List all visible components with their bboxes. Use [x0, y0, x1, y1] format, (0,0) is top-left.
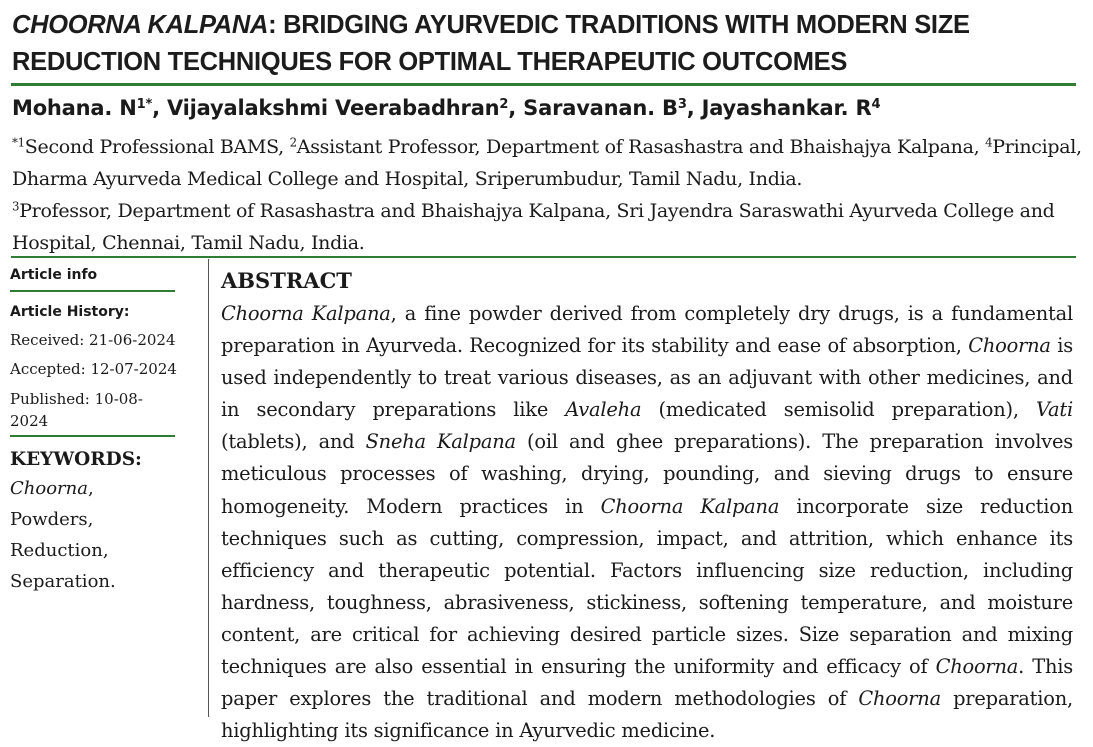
article-history-rule [10, 435, 175, 437]
keywords-label: KEYWORDS: [10, 449, 142, 470]
affiliation-3: $^3$Professor, Department of Rasashastra and Bhaishajya Kalpana, Sri Jayendra Saraswathi Ayurveda College and Hospital, Chennai, Tamil Nadu, India. [12, 199, 1055, 254]
title-rule [11, 83, 1076, 86]
abstract-italic-term: Avaleha [565, 398, 642, 422]
article-info-sidebar [10, 262, 178, 597]
paper-title [12, 7, 1082, 81]
column-divider [208, 259, 209, 717]
abstract-italic-term: Vati [1036, 398, 1073, 422]
header-rule [11, 256, 1076, 258]
affiliation-1-2-4: $^{*1}$Second Professional BAMS, $^2$Assistant Professor, Department of Rasashastra and Bhaishajya Kalpana, $^4$Principal, Dharma Ayurveda Medical College and Hospital, Sriperumbudur, Tamil Nadu, India. [12, 135, 1082, 190]
keywords-rest: , Powders, Reduction, Separation. [10, 478, 116, 592]
abstract-italic-term: Choorna Kalpana [221, 302, 391, 325]
article-history-label: Article History: [10, 304, 130, 320]
abstract-text-segment: (tablets), and [221, 430, 366, 454]
abstract-italic-term: Choorna [968, 334, 1051, 358]
abstract-text [221, 298, 1073, 747]
abstract-text-segment: , a fine powder derived from completely dry drugs, is a fundamental preparation in Ayurveda. Recognized for its stability and ease of absorption, [221, 302, 1074, 358]
abstract-text-segment: is used independently to treat various diseases, as an adjuvant with other medicines, and in secondary preparations like [221, 334, 1074, 422]
abstract-italic-term: Sneha Kalpana [365, 430, 516, 454]
published-date: Published: 10-08-2024 [10, 390, 143, 430]
abstract-section [221, 266, 1073, 747]
author-3: Saravanan. $B^3$, [523, 96, 702, 120]
abstract-text-segment: (oil and ghee preparations). The preparation involves meticulous processes of washing, drying, pounding, and sieving drugs to ensure homogeneity. Modern practices in [221, 430, 1073, 518]
received-date: Received: 21-06-2024 [10, 331, 176, 349]
author-2: Vijayalakshmi Veerabadhran$^2$, [167, 96, 524, 120]
authors [12, 93, 1082, 123]
abstract-text-segment: preparation, highlighting its significance in Ayurvedic medicine. [221, 687, 1073, 743]
title-italic: CHOORNA KALPANA [12, 11, 269, 39]
article-info-heading: Article info [10, 267, 98, 283]
abstract-text-segment: incorporate size reduction techniques such as cutting, compression, impact, and attrition, which enhance its efficiency and therapeutic potential. Factors influencing size reduction, including hardness, toughness, abrasiveness, stickiness, softening temperature, and moisture content, are critical for achieving desired particle sizes. Size separation and mixing techniques are also essential in ensuring the uniformity and efficacy of [221, 494, 1073, 679]
abstract-italic-term: Choorna [935, 655, 1019, 679]
article-info-rule [10, 290, 175, 292]
abstract-text-segment: (medicated semisolid preparation), [641, 398, 1036, 422]
title-rest: : BRIDGING AYURVEDIC TRADITIONS WITH MODERN SIZE REDUCTION TECHNIQUES FOR OPTIMAL THERAPEUTIC OUTCOMES [12, 11, 970, 76]
affiliations [12, 131, 1087, 259]
keyword-choorna: Choorna [10, 478, 88, 499]
author-1: Mohana. $N^{1*}$, [12, 96, 167, 120]
abstract-italic-term: Choorna Kalpana [600, 494, 780, 518]
abstract-heading: ABSTRACT [221, 268, 352, 293]
accepted-date: Accepted: 12-07-2024 [10, 360, 177, 378]
author-4: Jayashankar. $R^4$ [701, 96, 881, 120]
abstract-text-segment: . This paper explores the traditional and modern methodologies of [221, 655, 1073, 711]
keywords-list [10, 473, 178, 597]
abstract-italic-term: Choorna [858, 687, 941, 711]
